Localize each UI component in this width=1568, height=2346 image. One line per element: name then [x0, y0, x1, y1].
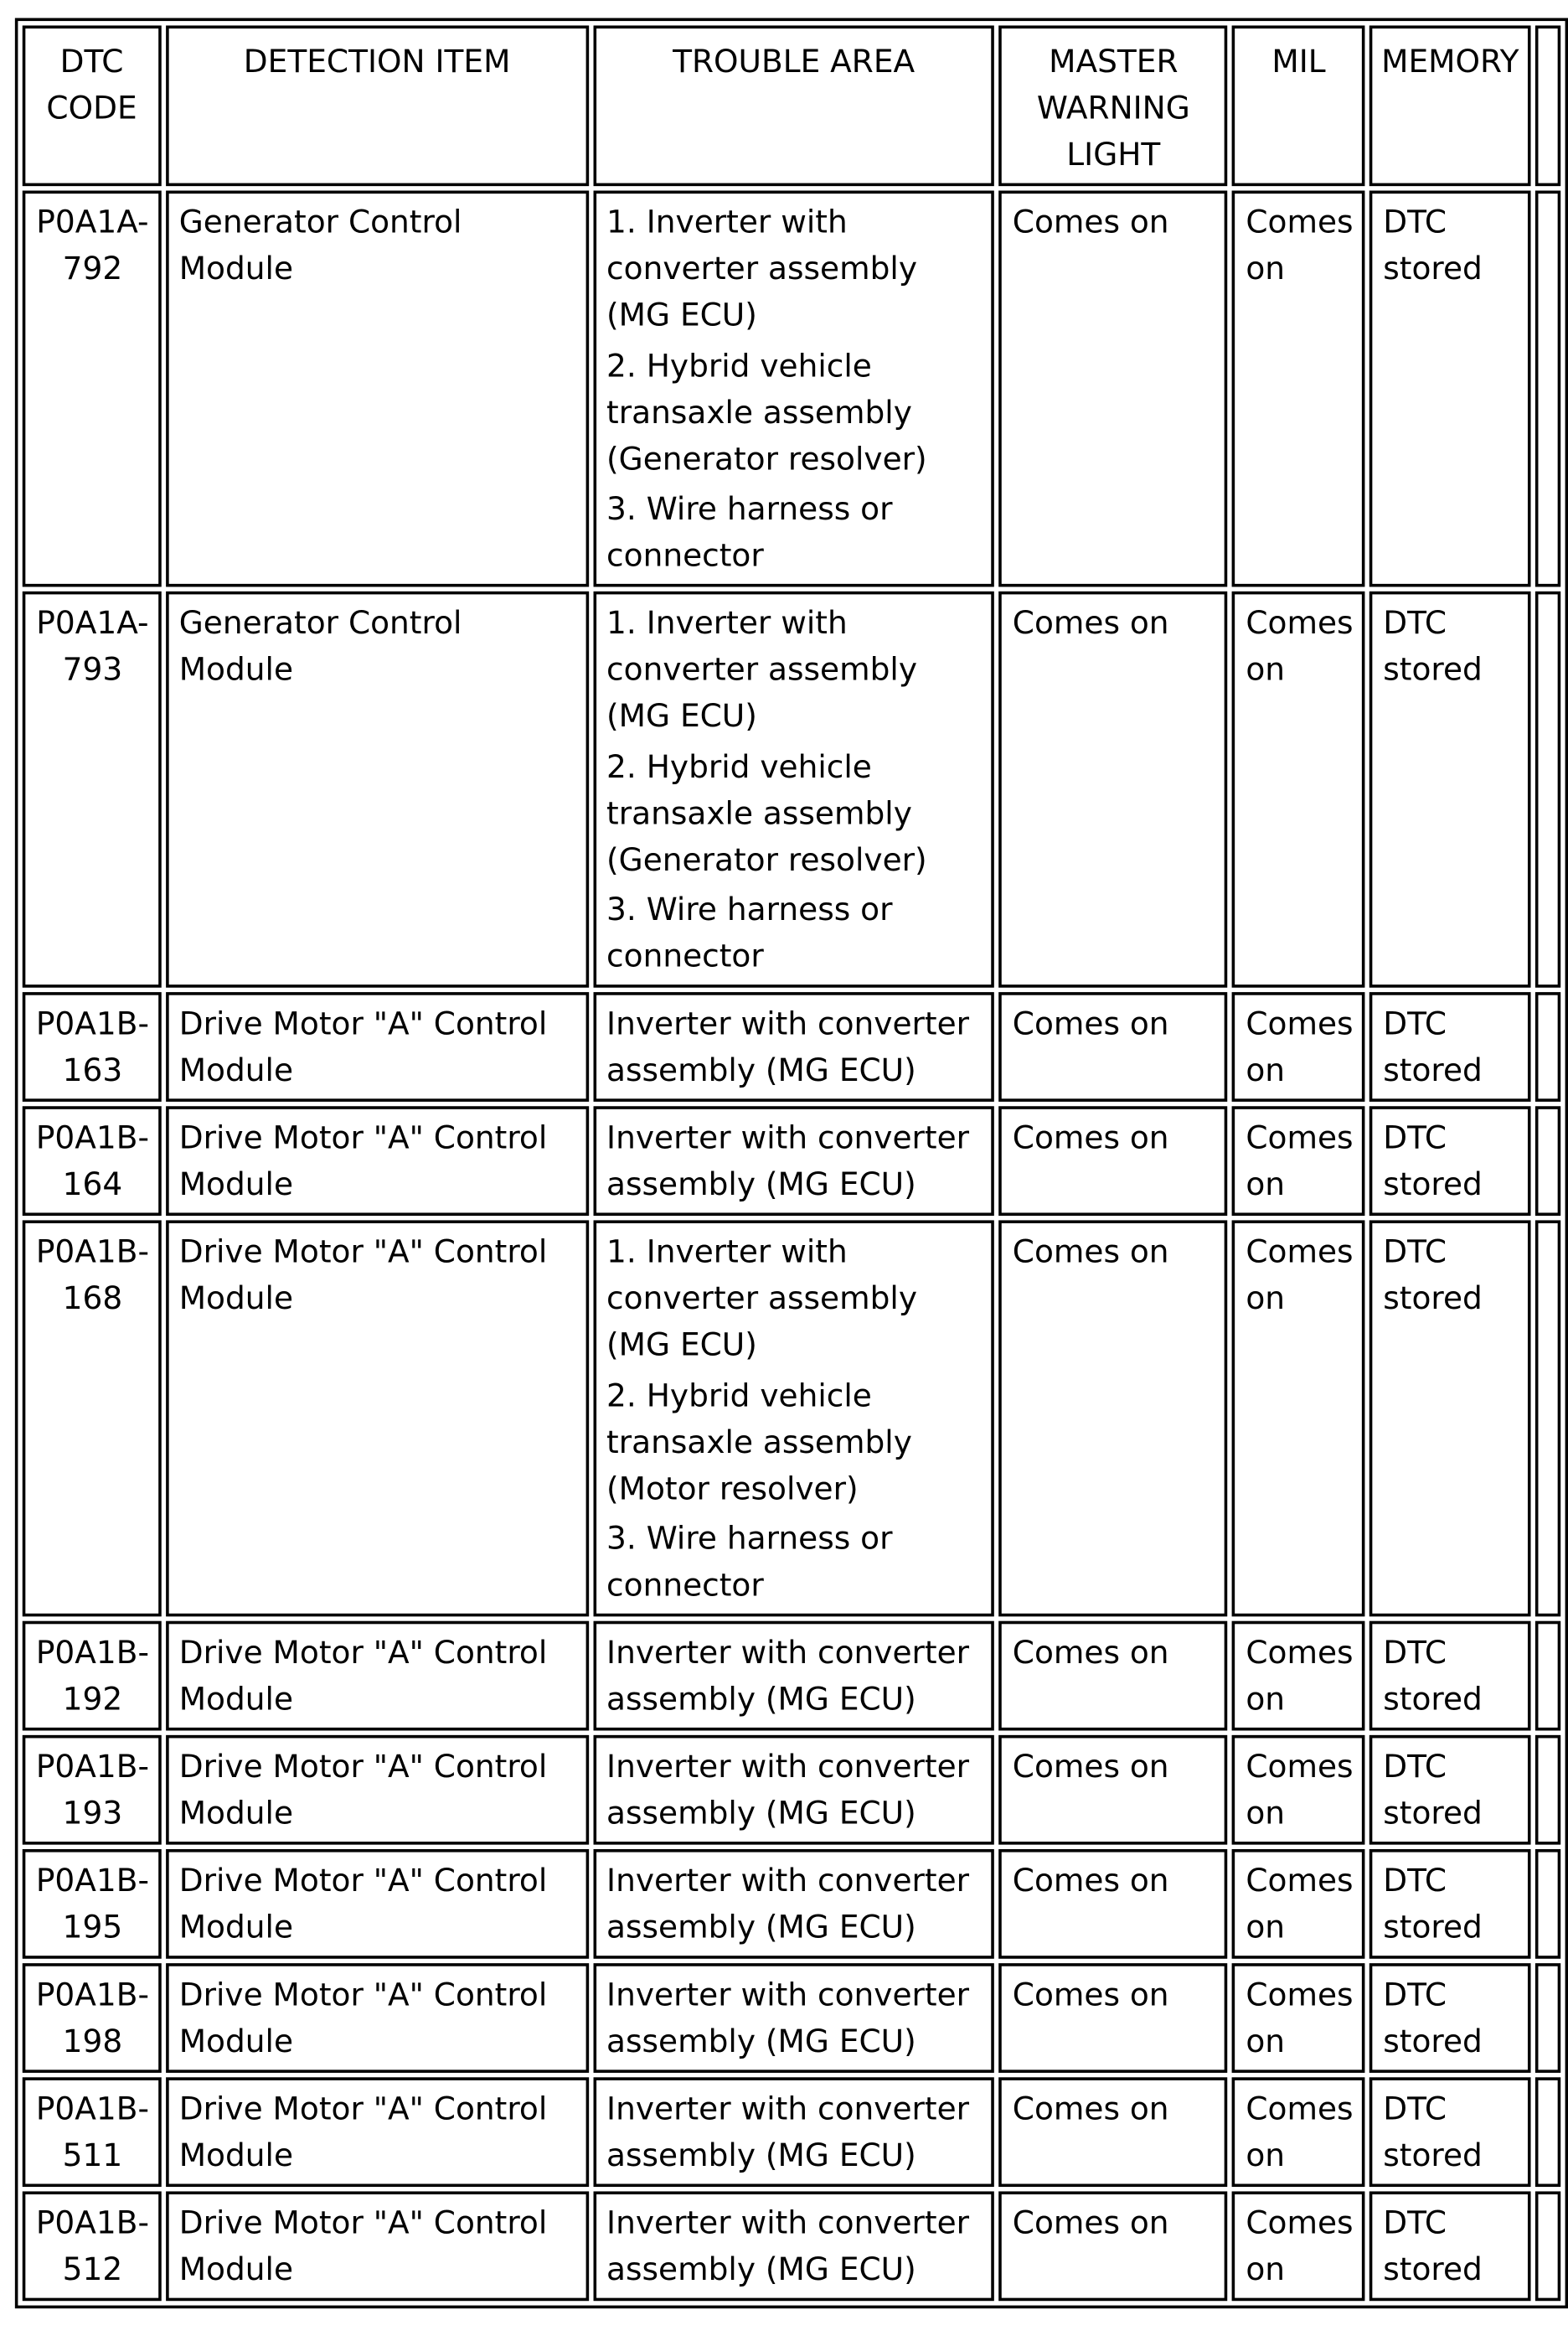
table-row	[23, 592, 1560, 988]
trouble-area-line: 1. Inverter with converter assembly (MG ECU)	[606, 1233, 918, 1363]
memory-cell: DTC stored	[1369, 2191, 1530, 2301]
mil-cell: Comes on	[1232, 1621, 1365, 1731]
dtc-code-cell: P0A1B-195	[23, 1849, 162, 1959]
memory-cell: DTC stored	[1369, 2077, 1530, 2187]
memory-cell: DTC stored	[1369, 191, 1530, 587]
mil-cell: Comes on	[1232, 592, 1365, 988]
table-row	[23, 2191, 1560, 2301]
trouble-area-line: 2. Hybrid vehicle transaxle assembly (Generator resolver)	[606, 347, 927, 477]
detection-item-cell: Drive Motor "A" Control Module	[166, 1220, 589, 1616]
truncated-cell	[1535, 1621, 1560, 1731]
memory-cell: DTC stored	[1369, 1106, 1530, 1216]
mil-cell: Comes on	[1232, 1849, 1365, 1959]
master-warning-light-cell: Comes on	[999, 191, 1228, 587]
master-warning-light-cell: Comes on	[999, 992, 1228, 1102]
detection-item-cell: Drive Motor "A" Control Module	[166, 1963, 589, 2073]
dtc-code-cell: P0A1B-163	[23, 992, 162, 1102]
memory-cell: DTC stored	[1369, 1220, 1530, 1616]
memory-cell: DTC stored	[1369, 1735, 1530, 1845]
trouble-area-line: 1. Inverter with converter assembly (MG ECU)	[606, 204, 918, 333]
table-row	[23, 191, 1560, 587]
dtc-code-cell: P0A1B-192	[23, 1621, 162, 1731]
trouble-area-line: Inverter with converter assembly (MG ECU)	[606, 1634, 970, 1718]
truncated-cell	[1535, 992, 1560, 1102]
table-row	[23, 992, 1560, 1102]
truncated-cell	[1535, 2191, 1560, 2301]
master-warning-light-cell: Comes on	[999, 2191, 1228, 2301]
trouble-area-cell	[593, 592, 994, 988]
header-detection-item: DETECTION ITEM	[166, 25, 589, 186]
detection-item-cell: Drive Motor "A" Control Module	[166, 1735, 589, 1845]
trouble-area-line: 3. Wire harness or connector	[606, 1520, 893, 1604]
mil-cell: Comes on	[1232, 1735, 1365, 1845]
mil-cell: Comes on	[1232, 1220, 1365, 1616]
dtc-code-cell: P0A1B-198	[23, 1963, 162, 2073]
header-master-warning-light: MASTER WARNING LIGHT	[999, 25, 1228, 186]
trouble-area-line: Inverter with converter assembly (MG ECU)	[606, 1119, 970, 1202]
dtc-code-cell: P0A1B-164	[23, 1106, 162, 1216]
detection-item-cell: Drive Motor "A" Control Module	[166, 1621, 589, 1731]
detection-item-cell: Generator Control Module	[166, 592, 589, 988]
master-warning-light-cell: Comes on	[999, 592, 1228, 988]
detection-item-cell: Generator Control Module	[166, 191, 589, 587]
dtc-code-cell: P0A1B-511	[23, 2077, 162, 2187]
table-row	[23, 1735, 1560, 1845]
dtc-code-cell: P0A1A-792	[23, 191, 162, 587]
truncated-cell	[1535, 191, 1560, 587]
master-warning-light-cell: Comes on	[999, 1106, 1228, 1216]
truncated-cell	[1535, 1220, 1560, 1616]
trouble-area-line: 3. Wire harness or connector	[606, 490, 893, 574]
table-row	[23, 1963, 1560, 2073]
memory-cell: DTC stored	[1369, 1621, 1530, 1731]
trouble-area-cell	[593, 1220, 994, 1616]
trouble-area-cell	[593, 2077, 994, 2187]
table-row	[23, 2077, 1560, 2187]
table-row	[23, 1621, 1560, 1731]
trouble-area-cell	[593, 1621, 994, 1731]
truncated-cell	[1535, 1963, 1560, 2073]
trouble-area-cell	[593, 1849, 994, 1959]
mil-cell: Comes on	[1232, 1106, 1365, 1216]
trouble-area-line: 2. Hybrid vehicle transaxle assembly (Generator resolver)	[606, 748, 927, 878]
trouble-area-line: Inverter with converter assembly (MG ECU)	[606, 2204, 970, 2288]
truncated-cell	[1535, 1735, 1560, 1845]
trouble-area-cell	[593, 2191, 994, 2301]
header-dtc-code: DTC CODE	[23, 25, 162, 186]
detection-item-cell: Drive Motor "A" Control Module	[166, 2191, 589, 2301]
header-mil: MIL	[1232, 25, 1365, 186]
mil-cell: Comes on	[1232, 2191, 1365, 2301]
trouble-area-line: 1. Inverter with converter assembly (MG ECU)	[606, 604, 918, 734]
table-row	[23, 1106, 1560, 1216]
trouble-area-line: Inverter with converter assembly (MG ECU)	[606, 1977, 970, 2059]
trouble-area-line: Inverter with converter assembly (MG ECU)	[606, 1863, 970, 1946]
memory-cell: DTC stored	[1369, 1963, 1530, 2073]
dtc-table	[15, 18, 1568, 2308]
master-warning-light-cell: Comes on	[999, 1735, 1228, 1845]
table-body	[23, 191, 1560, 2302]
mil-cell: Comes on	[1232, 2077, 1365, 2187]
detection-item-cell: Drive Motor "A" Control Module	[166, 1106, 589, 1216]
detection-item-cell: Drive Motor "A" Control Module	[166, 2077, 589, 2187]
header-trouble-area: TROUBLE AREA	[593, 25, 994, 186]
trouble-area-cell	[593, 1106, 994, 1216]
memory-cell: DTC stored	[1369, 592, 1530, 988]
trouble-area-line: Inverter with converter assembly (MG ECU)	[606, 1748, 970, 1832]
dtc-code-cell: P0A1B-193	[23, 1735, 162, 1845]
master-warning-light-cell: Comes on	[999, 1849, 1228, 1959]
mil-cell: Comes on	[1232, 1963, 1365, 2073]
truncated-cell	[1535, 592, 1560, 988]
detection-item-cell: Drive Motor "A" Control Module	[166, 992, 589, 1102]
header-row	[23, 25, 1560, 186]
trouble-area-line: 2. Hybrid vehicle transaxle assembly (Motor resolver)	[606, 1377, 912, 1506]
header-memory: MEMORY	[1369, 25, 1530, 186]
trouble-area-cell	[593, 1735, 994, 1845]
trouble-area-cell	[593, 191, 994, 587]
master-warning-light-cell: Comes on	[999, 1963, 1228, 2073]
dtc-code-cell: P0A1B-512	[23, 2191, 162, 2301]
trouble-area-cell	[593, 992, 994, 1102]
trouble-area-line: Inverter with converter assembly (MG ECU)	[606, 2090, 970, 2173]
trouble-area-line: 3. Wire harness or connector	[606, 891, 893, 974]
mil-cell: Comes on	[1232, 191, 1365, 587]
truncated-cell	[1535, 2077, 1560, 2187]
master-warning-light-cell: Comes on	[999, 2077, 1228, 2187]
memory-cell: DTC stored	[1369, 1849, 1530, 1959]
detection-item-cell: Drive Motor "A" Control Module	[166, 1849, 589, 1959]
header-cell-truncated	[1535, 25, 1560, 186]
trouble-area-line: Inverter with converter assembly (MG ECU)	[606, 1005, 970, 1088]
master-warning-light-cell: Comes on	[999, 1220, 1228, 1616]
table-row	[23, 1849, 1560, 1959]
trouble-area-cell	[593, 1963, 994, 2073]
dtc-code-cell: P0A1B-168	[23, 1220, 162, 1616]
truncated-cell	[1535, 1106, 1560, 1216]
truncated-cell	[1535, 1849, 1560, 1959]
master-warning-light-cell: Comes on	[999, 1621, 1228, 1731]
table-row	[23, 1220, 1560, 1616]
memory-cell: DTC stored	[1369, 992, 1530, 1102]
dtc-code-cell: P0A1A-793	[23, 592, 162, 988]
mil-cell: Comes on	[1232, 992, 1365, 1102]
